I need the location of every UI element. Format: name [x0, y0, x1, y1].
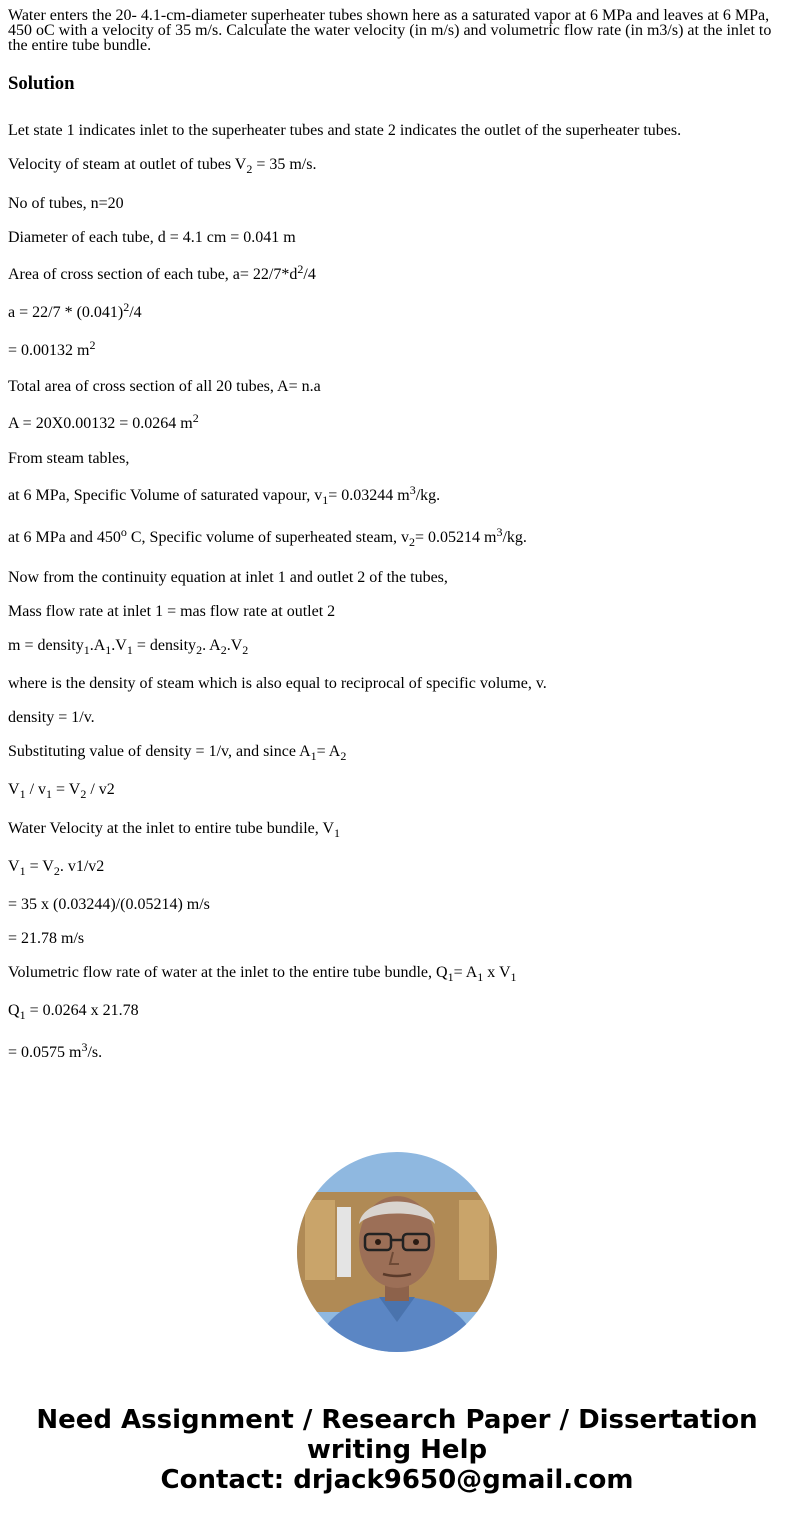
solution-line: Now from the continuity equation at inlet 1 and outlet 2 of the tubes,: [8, 569, 448, 586]
solution-line: where is the density of steam which is also equal to reciprocal of specific volume, v.: [8, 675, 547, 692]
person-portrait-icon: [297, 1152, 497, 1352]
solution-line: $m = density_1.A_1.V_1$ = density$_2$. $A_2.V_2$: [8, 637, 249, 657]
solution-line: = 21.78 m/s: [8, 930, 85, 947]
question-text: Water enters the 20- 4.1-cm-diameter superheater tubes shown here as a saturated vapor at 6 MPa and leaves at 6 MPa, 450 oC with a velocity of 35 m/s. Calculate the water velocity (in m/s) and volumetric flow rate (in m3/s) at the inlet to the entire tube bundle.: [8, 7, 772, 54]
solution-heading: Solution: [8, 73, 75, 94]
solution-line: at 6 MPa and 450$^o$ C, Specific volume of superheated steam, $v_2= 0.05214$ $m^3/kg$.: [8, 525, 527, 549]
solution-line: Volumetric flow rate of water at the inlet to the entire tube bundle, $Q_1= A_1$ x $V_1$: [8, 964, 517, 984]
solution-line: Substituting value of density = 1/v, and since $A_1= A_2$: [8, 743, 347, 763]
solution-line: = 35 x (0.03244)/(0.05214) m/s: [8, 896, 210, 913]
solution-line: at 6 MPa, Specific Volume of saturated vapour, $v_1= 0.03244$ $m^3/kg$.: [8, 483, 441, 507]
solution-line: density = 1/v.: [8, 709, 95, 726]
solution-line: $V_1 = V_2$. v1/v2: [8, 858, 105, 878]
solution-line: $V_1 / v_1 = V_2 / v2$: [8, 781, 115, 801]
author-photo: [297, 1152, 497, 1352]
solution-line: Velocity of steam at outlet of tubes $V_2 = 35$ m/s.: [8, 156, 317, 176]
solution-line: No of tubes, n=20: [8, 195, 124, 212]
solution-line: $a = 22/7 * (0.041)^2/4$: [8, 300, 142, 321]
solution-line: Water Velocity at the inlet to entire tube bundile, $V_1$: [8, 820, 341, 840]
solution-line: A = 20X0.00132 = 0.0264 $m^2$: [8, 411, 199, 432]
solution-line: Area of cross section of each tube, $a= 22/7*d^2/4$: [8, 262, 316, 283]
footer-line: Need Assignment / Research Paper / Dissertation: [36, 1405, 758, 1435]
solution-line: $Q_1 = 0.0264$ x 21.78: [8, 1002, 139, 1022]
document-body: [8, 7, 786, 1061]
solution-line: Let state 1 indicates inlet to the superheater tubes and state 2 indicates the outlet of the superheater tubes.: [8, 122, 682, 139]
solution-line: Diameter of each tube, d = 4.1 cm = 0.041 m: [8, 229, 296, 246]
contact-footer: [0, 1405, 794, 1495]
footer-contact-email: Contact: drjack9650@gmail.com: [160, 1465, 634, 1495]
footer-line: writing Help: [306, 1435, 488, 1465]
solution-line: = 0.0575 $m^3/s$.: [8, 1040, 103, 1061]
solution-line: Total area of cross section of all 20 tubes, A= n.a: [8, 378, 321, 395]
solution-line: From steam tables,: [8, 450, 130, 467]
solution-line: Mass flow rate at inlet 1 = mas flow rate at outlet 2: [8, 603, 336, 620]
solution-line: = 0.00132 $m^2$: [8, 338, 96, 359]
